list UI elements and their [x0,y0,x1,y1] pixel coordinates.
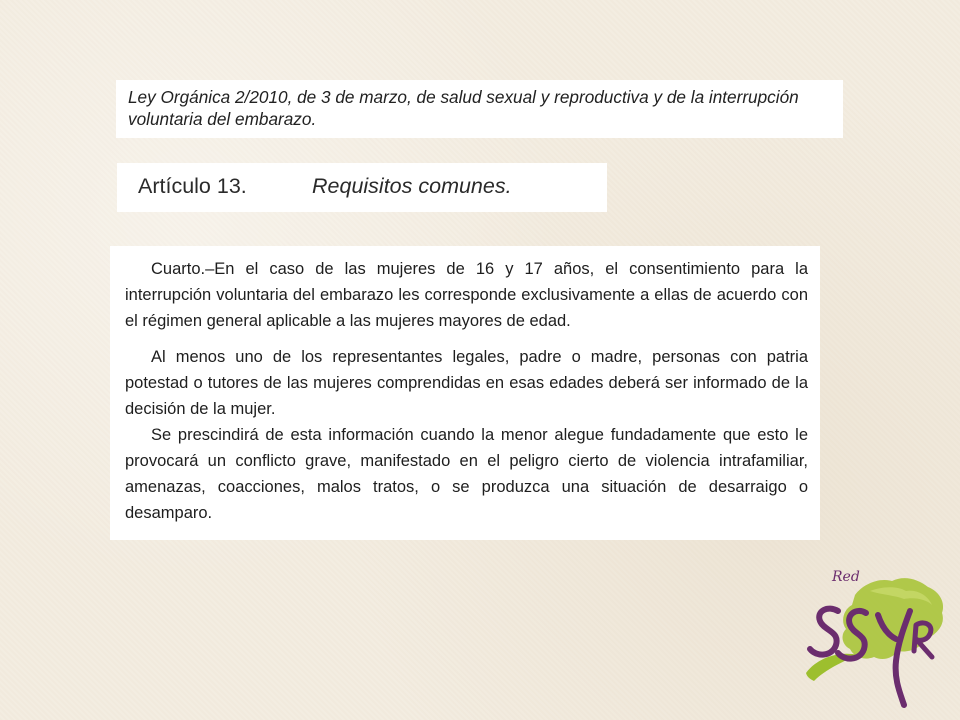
paragraph-excepcion: Se prescindirá de esta información cuando la menor alegue fundadamente que esto le provocará un conflicto grave, manifestado en el peligro cierto de violencia intrafamiliar, amenazas, coacciones, malos tratos, o se produzca una situación de desarraigo o desamparo. [125,426,808,522]
article-number: Artículo 13. [138,174,247,198]
red-ssyr-logo [800,565,950,710]
article-title: Requisitos comunes. [312,174,512,198]
law-title: Ley Orgánica 2/2010, de 3 de marzo, de salud sexual y reproductiva y de la interrupción voluntaria del embarazo. [128,87,799,129]
article-body-box [110,246,820,540]
paragraph-informacion: Al menos uno de los representantes legales, padre o madre, personas con patria potestad o tutores de las mujeres comprendidas en esas edades deberá ser informado de la decisión de la mujer. [125,348,808,418]
paragraph-cuarto: Cuarto.–En el caso de las mujeres de 16 y 17 años, el consentimiento para la interrupción voluntaria del embarazo les corresponde exclusivamente a ellas de acuerdo con el régimen general aplicable a las mujeres mayores de edad. [125,260,808,330]
article-heading [138,173,597,199]
logo-small-text: Red [832,569,860,585]
law-title-box [116,80,843,138]
article-heading-box [117,163,607,212]
